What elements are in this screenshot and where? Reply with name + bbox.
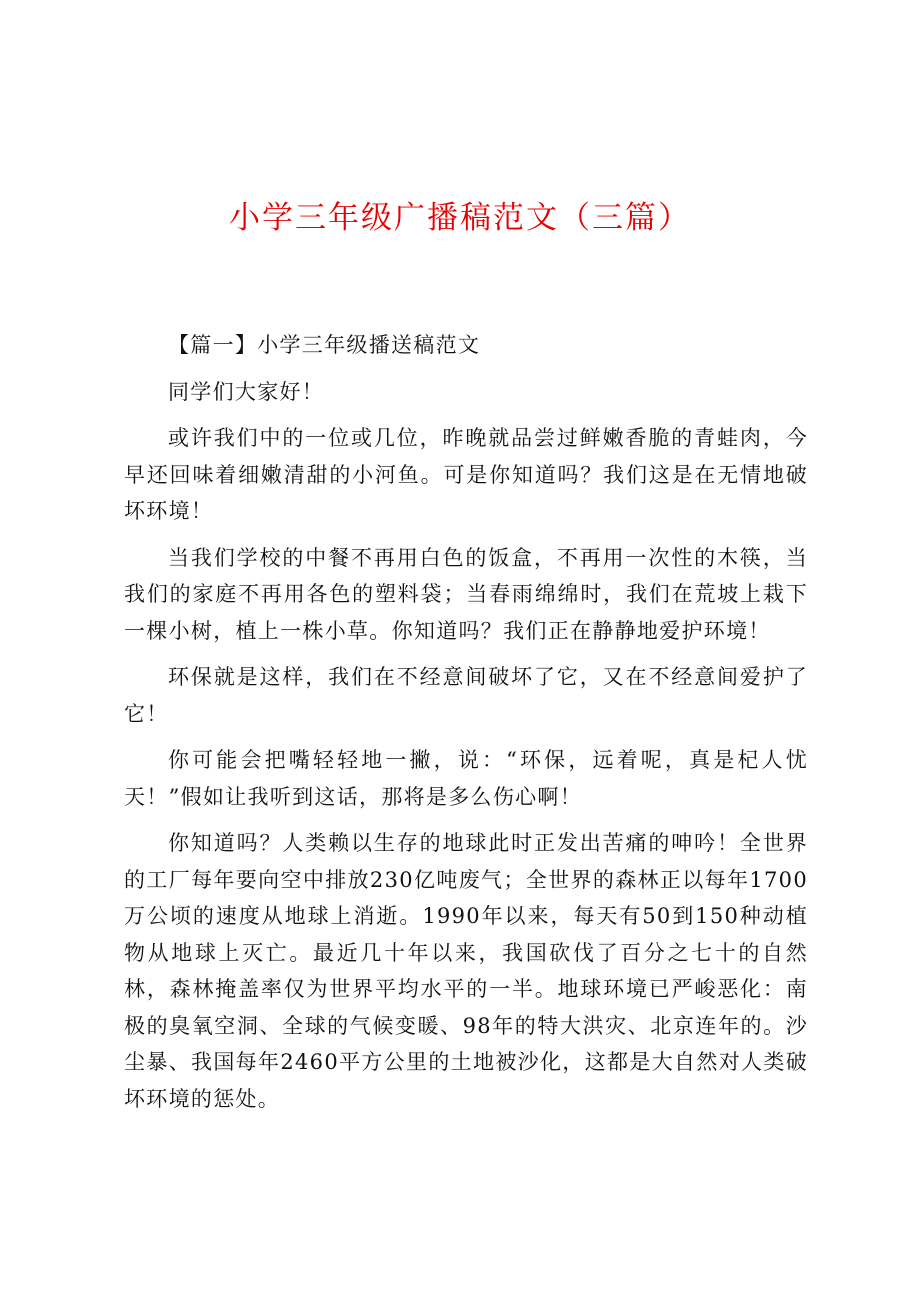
body-paragraph: 当我们学校的中餐不再用白色的饭盒，不再用一次性的木筷，当我们的家庭不再用各色的塑料袋；当春雨绵绵时，我们在荒坡上栽下一棵小树，植上一株小草。你知道吗？我们正在静静地爱护环境！	[124, 545, 808, 643]
page-title: 小学三年级广播稿范文（三篇）	[229, 200, 691, 236]
body-paragraph: 或许我们中的一位或几位，昨晚就品尝过鲜嫩香脆的青蛙肉，今早还回味着细嫩清甜的小河鱼。可是你知道吗？我们这是在无情地破坏环境！	[124, 426, 808, 523]
body-paragraph: 环保就是这样，我们在不经意间破坏了它，又在不经意间爱护了它！	[124, 665, 808, 726]
body-paragraph: 你知道吗？人类赖以生存的地球此时正发出苦痛的呻吟！全世界的工厂每年要向空中排放230亿吨废气；全世界的森林正以每年1700万公顷的速度从地球上消逝。1990年以来，每天有50到150种动植物从地球上灭亡。最近几十年以来，我国砍伐了百分之七十的自然林，森林掩盖率仅为世界平均水平的一半。地球环境已严峻恶化：南极的臭氧空洞、全球的气候变暖、98年的特大洪灾、北京连年的。沙尘暴、我国每年2460平方公里的土地被沙化，这都是大自然对人类破坏环境的惩处。	[124, 831, 808, 1111]
greeting-paragraph: 同学们大家好！	[168, 379, 325, 404]
document-body	[124, 327, 808, 1117]
body-paragraph: 你可能会把嘴轻轻地一撇，说：“环保，远着呢，真是杞人忧天！”假如让我听到这话，那将是多么伤心啊！	[124, 748, 808, 809]
section-heading: 【篇一】小学三年级播送稿范文	[168, 333, 481, 357]
